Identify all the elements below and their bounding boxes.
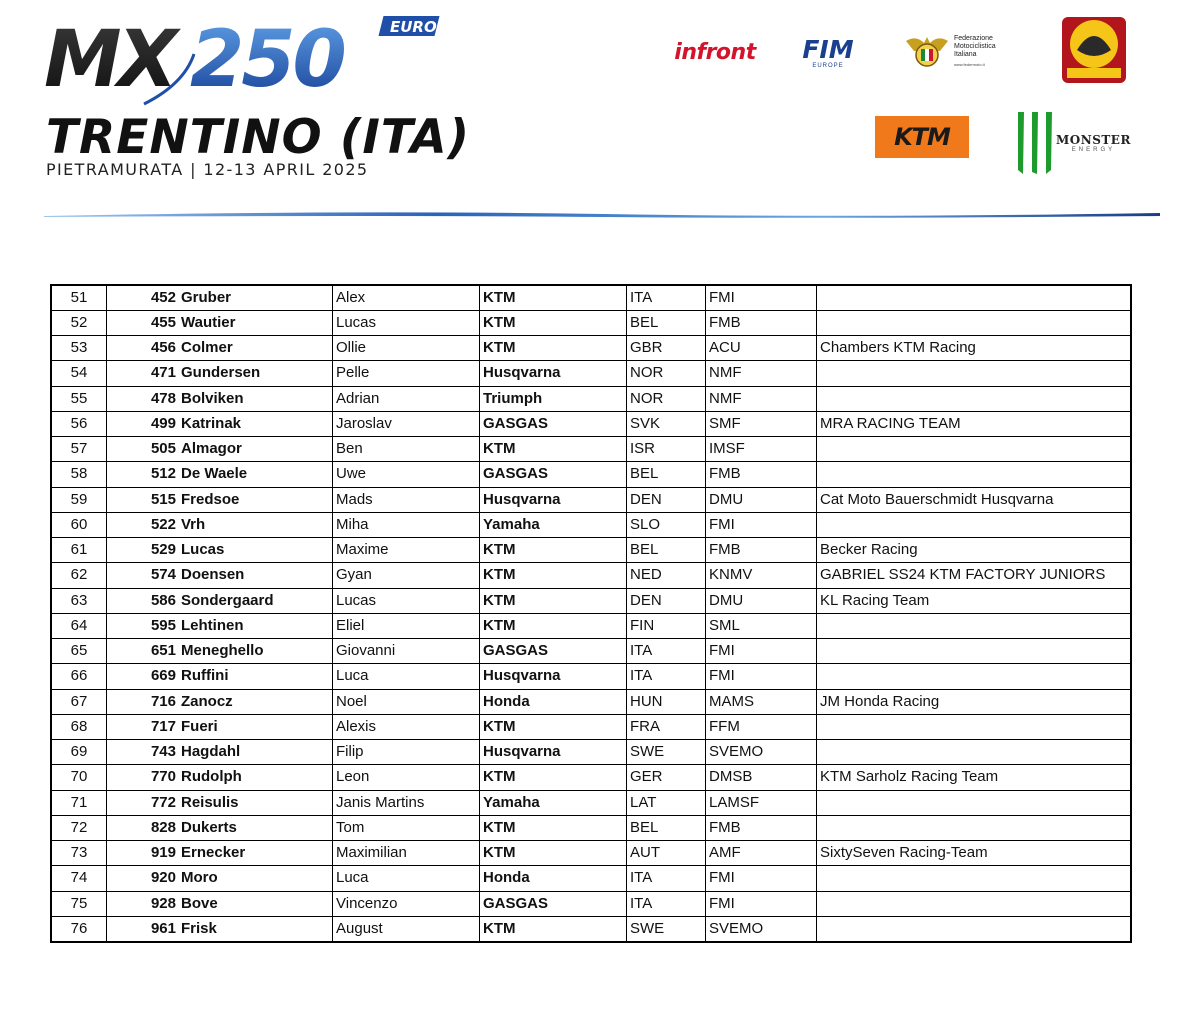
- header-divider-swoosh: [44, 204, 1160, 224]
- rider-first-name: Giovanni: [333, 639, 480, 664]
- rider-team: [817, 740, 1132, 765]
- rider-position: 75: [51, 891, 107, 916]
- rider-position: 71: [51, 790, 107, 815]
- rider-first-name: Maximilian: [333, 841, 480, 866]
- rider-bike: KTM: [480, 714, 627, 739]
- rider-bike: GASGAS: [480, 411, 627, 436]
- rider-team: [817, 361, 1132, 386]
- rider-team: JM Honda Racing: [817, 689, 1132, 714]
- infront-logo-text: infront: [674, 39, 756, 65]
- rider-nationality: BEL: [627, 538, 706, 563]
- table-row: [51, 487, 1131, 512]
- rider-number: 716: [107, 689, 180, 714]
- rider-team: KL Racing Team: [817, 588, 1132, 613]
- rider-federation: SML: [706, 613, 817, 638]
- rider-position: 68: [51, 714, 107, 739]
- rider-bike: Husqvarna: [480, 664, 627, 689]
- rider-bike: GASGAS: [480, 639, 627, 664]
- rider-federation: FMB: [706, 462, 817, 487]
- monster-claw-icon: [1014, 110, 1056, 176]
- table-row: [51, 512, 1131, 537]
- rider-federation: IMSF: [706, 437, 817, 462]
- rider-team: [817, 310, 1132, 335]
- rider-nationality: ITA: [627, 866, 706, 891]
- rider-last-name: Katrinak: [179, 411, 333, 436]
- motoclub-crest-icon: [1061, 16, 1127, 84]
- rider-position: 66: [51, 664, 107, 689]
- rider-team: [817, 664, 1132, 689]
- table-row: [51, 714, 1131, 739]
- rider-number: 452: [107, 285, 180, 310]
- rider-federation: FMI: [706, 866, 817, 891]
- ktm-logo-text: KTM: [894, 123, 950, 151]
- rider-nationality: ITA: [627, 664, 706, 689]
- rider-team: [817, 790, 1132, 815]
- rider-bike: GASGAS: [480, 462, 627, 487]
- rider-federation: FMI: [706, 639, 817, 664]
- rider-last-name: Rudolph: [179, 765, 333, 790]
- rider-number: 772: [107, 790, 180, 815]
- rider-first-name: Filip: [333, 740, 480, 765]
- rider-federation: FMB: [706, 538, 817, 563]
- rider-federation: SMF: [706, 411, 817, 436]
- rider-number: 586: [107, 588, 180, 613]
- rider-bike: KTM: [480, 563, 627, 588]
- rider-nationality: FRA: [627, 714, 706, 739]
- rider-bike: KTM: [480, 588, 627, 613]
- rider-federation: NMF: [706, 361, 817, 386]
- rider-position: 62: [51, 563, 107, 588]
- fmi-name-line-1: Federazione: [954, 35, 993, 42]
- rider-last-name: Fredsoe: [179, 487, 333, 512]
- rider-federation: DMU: [706, 487, 817, 512]
- rider-first-name: Vincenzo: [333, 891, 480, 916]
- rider-nationality: AUT: [627, 841, 706, 866]
- rider-position: 65: [51, 639, 107, 664]
- infront-logo: [676, 36, 754, 68]
- rider-bike: Husqvarna: [480, 487, 627, 512]
- rider-nationality: BEL: [627, 815, 706, 840]
- rider-team: KTM Sarholz Racing Team: [817, 765, 1132, 790]
- rider-nationality: GBR: [627, 336, 706, 361]
- table-row: [51, 336, 1131, 361]
- rider-nationality: SLO: [627, 512, 706, 537]
- rider-bike: Yamaha: [480, 790, 627, 815]
- rider-last-name: Vrh: [179, 512, 333, 537]
- rider-team: SixtySeven Racing-Team: [817, 841, 1132, 866]
- rider-team: Chambers KTM Racing: [817, 336, 1132, 361]
- rider-first-name: Ollie: [333, 336, 480, 361]
- rider-last-name: Dukerts: [179, 815, 333, 840]
- rider-federation: FMI: [706, 891, 817, 916]
- rider-number: 522: [107, 512, 180, 537]
- rider-number: 512: [107, 462, 180, 487]
- entry-list-body: [51, 285, 1131, 942]
- rider-number: 828: [107, 815, 180, 840]
- table-row: [51, 361, 1131, 386]
- rider-last-name: Meneghello: [179, 639, 333, 664]
- rider-nationality: BEL: [627, 462, 706, 487]
- rider-first-name: Miha: [333, 512, 480, 537]
- rider-last-name: Almagor: [179, 437, 333, 462]
- rider-last-name: Fueri: [179, 714, 333, 739]
- fmi-website: www.federmoto.it: [954, 62, 985, 67]
- rider-first-name: Janis Martins: [333, 790, 480, 815]
- rider-last-name: Colmer: [179, 336, 333, 361]
- rider-position: 57: [51, 437, 107, 462]
- rider-number: 455: [107, 310, 180, 335]
- rider-position: 56: [51, 411, 107, 436]
- rider-nationality: SVK: [627, 411, 706, 436]
- monster-logo-subtext: ENERGY: [1071, 147, 1116, 153]
- rider-number: 499: [107, 411, 180, 436]
- table-row: [51, 285, 1131, 310]
- entry-list-table: [50, 284, 1132, 943]
- rider-federation: DMSB: [706, 765, 817, 790]
- table-row: [51, 916, 1131, 941]
- rider-last-name: Gruber: [179, 285, 333, 310]
- table-row: [51, 639, 1131, 664]
- rider-federation: ACU: [706, 336, 817, 361]
- rider-position: 59: [51, 487, 107, 512]
- rider-number: 920: [107, 866, 180, 891]
- rider-federation: SVEMO: [706, 916, 817, 941]
- rider-position: 73: [51, 841, 107, 866]
- rider-nationality: NED: [627, 563, 706, 588]
- table-row: [51, 891, 1131, 916]
- rider-team: [817, 866, 1132, 891]
- table-row: [51, 437, 1131, 462]
- table-row: [51, 386, 1131, 411]
- table-row: [51, 462, 1131, 487]
- rider-position: 55: [51, 386, 107, 411]
- rider-bike: KTM: [480, 310, 627, 335]
- rider-nationality: DEN: [627, 588, 706, 613]
- rider-federation: FMI: [706, 512, 817, 537]
- rider-first-name: Leon: [333, 765, 480, 790]
- rider-team: [817, 285, 1132, 310]
- fim-logo-text: FIM: [802, 35, 854, 64]
- rider-position: 51: [51, 285, 107, 310]
- table-row: [51, 664, 1131, 689]
- rider-bike: Honda: [480, 689, 627, 714]
- rider-team: [817, 462, 1132, 487]
- rider-nationality: HUN: [627, 689, 706, 714]
- rider-first-name: Adrian: [333, 386, 480, 411]
- rider-last-name: Bolviken: [179, 386, 333, 411]
- rider-federation: NMF: [706, 386, 817, 411]
- rider-team: GABRIEL SS24 KTM FACTORY JUNIORS: [817, 563, 1132, 588]
- rider-federation: AMF: [706, 841, 817, 866]
- rider-nationality: LAT: [627, 790, 706, 815]
- table-row: [51, 866, 1131, 891]
- table-row: [51, 689, 1131, 714]
- event-subtitle: PIETRAMURATA | 12-13 APRIL 2025: [46, 160, 369, 179]
- rider-last-name: Lehtinen: [179, 613, 333, 638]
- rider-federation: FFM: [706, 714, 817, 739]
- rider-nationality: BEL: [627, 310, 706, 335]
- rider-position: 53: [51, 336, 107, 361]
- rider-first-name: Maxime: [333, 538, 480, 563]
- rider-number: 574: [107, 563, 180, 588]
- rider-number: 770: [107, 765, 180, 790]
- table-row: [51, 740, 1131, 765]
- rider-position: 69: [51, 740, 107, 765]
- logo-mx-text: MX: [44, 15, 174, 105]
- rider-nationality: SWE: [627, 740, 706, 765]
- rider-team: [817, 386, 1132, 411]
- event-title: TRENTINO (ITA): [46, 110, 471, 165]
- fim-logo-subtext: EUROPE: [812, 63, 844, 69]
- rider-federation: FMB: [706, 310, 817, 335]
- rider-first-name: Luca: [333, 664, 480, 689]
- rider-first-name: Noel: [333, 689, 480, 714]
- rider-federation: FMI: [706, 285, 817, 310]
- rider-bike: KTM: [480, 916, 627, 941]
- table-row: [51, 411, 1131, 436]
- fmi-name-line-2: Motociclistica: [954, 43, 996, 50]
- table-row: [51, 841, 1131, 866]
- rider-federation: SVEMO: [706, 740, 817, 765]
- rider-last-name: Zanocz: [179, 689, 333, 714]
- rider-bike: Yamaha: [480, 512, 627, 537]
- fmi-logo: [904, 28, 1008, 74]
- table-row: [51, 588, 1131, 613]
- rider-first-name: Pelle: [333, 361, 480, 386]
- rider-team: [817, 891, 1132, 916]
- rider-bike: Husqvarna: [480, 740, 627, 765]
- rider-position: 61: [51, 538, 107, 563]
- table-row: [51, 613, 1131, 638]
- rider-bike: KTM: [480, 841, 627, 866]
- rider-bike: KTM: [480, 285, 627, 310]
- rider-position: 52: [51, 310, 107, 335]
- rider-last-name: Ernecker: [179, 841, 333, 866]
- rider-number: 478: [107, 386, 180, 411]
- rider-number: 505: [107, 437, 180, 462]
- rider-bike: Triumph: [480, 386, 627, 411]
- rider-position: 72: [51, 815, 107, 840]
- rider-number: 961: [107, 916, 180, 941]
- table-row: [51, 765, 1131, 790]
- rider-team: [817, 815, 1132, 840]
- rider-federation: FMB: [706, 815, 817, 840]
- rider-position: 70: [51, 765, 107, 790]
- fmi-crest-icon: [904, 31, 950, 71]
- rider-first-name: Mads: [333, 487, 480, 512]
- rider-last-name: Lucas: [179, 538, 333, 563]
- rider-bike: KTM: [480, 815, 627, 840]
- rider-number: 529: [107, 538, 180, 563]
- rider-bike: Honda: [480, 866, 627, 891]
- rider-federation: FMI: [706, 664, 817, 689]
- rider-position: 67: [51, 689, 107, 714]
- rider-number: 595: [107, 613, 180, 638]
- rider-last-name: Reisulis: [179, 790, 333, 815]
- rider-number: 669: [107, 664, 180, 689]
- rider-team: MRA RACING TEAM: [817, 411, 1132, 436]
- rider-first-name: Alexis: [333, 714, 480, 739]
- rider-number: 651: [107, 639, 180, 664]
- rider-nationality: GER: [627, 765, 706, 790]
- rider-position: 74: [51, 866, 107, 891]
- rider-number: 717: [107, 714, 180, 739]
- rider-federation: DMU: [706, 588, 817, 613]
- rider-bike: GASGAS: [480, 891, 627, 916]
- rider-bike: KTM: [480, 765, 627, 790]
- fim-europe-logo: [796, 34, 860, 72]
- rider-last-name: Moro: [179, 866, 333, 891]
- monster-logo-text: MONSTER: [1056, 133, 1131, 147]
- logo-250-text: 250: [190, 15, 344, 105]
- rider-first-name: Ben: [333, 437, 480, 462]
- rider-position: 63: [51, 588, 107, 613]
- rider-nationality: NOR: [627, 386, 706, 411]
- rider-last-name: Sondergaard: [179, 588, 333, 613]
- rider-first-name: Lucas: [333, 588, 480, 613]
- rider-team: Becker Racing: [817, 538, 1132, 563]
- rider-last-name: Bove: [179, 891, 333, 916]
- rider-bike: KTM: [480, 336, 627, 361]
- rider-nationality: FIN: [627, 613, 706, 638]
- rider-nationality: NOR: [627, 361, 706, 386]
- rider-first-name: August: [333, 916, 480, 941]
- table-row: [51, 815, 1131, 840]
- table-row: [51, 563, 1131, 588]
- rider-last-name: De Waele: [179, 462, 333, 487]
- rider-last-name: Doensen: [179, 563, 333, 588]
- fmi-name-line-3: Italiana: [954, 51, 977, 58]
- rider-number: 515: [107, 487, 180, 512]
- rider-last-name: Wautier: [179, 310, 333, 335]
- rider-nationality: SWE: [627, 916, 706, 941]
- logo-euro-badge: EURO: [390, 18, 437, 36]
- rider-last-name: Hagdahl: [179, 740, 333, 765]
- rider-nationality: ITA: [627, 891, 706, 916]
- rider-number: 743: [107, 740, 180, 765]
- rider-last-name: Frisk: [179, 916, 333, 941]
- rider-number: 928: [107, 891, 180, 916]
- rider-number: 471: [107, 361, 180, 386]
- table-row: [51, 538, 1131, 563]
- rider-federation: LAMSF: [706, 790, 817, 815]
- rider-nationality: DEN: [627, 487, 706, 512]
- rider-bike: KTM: [480, 437, 627, 462]
- rider-federation: KNMV: [706, 563, 817, 588]
- rider-bike: Husqvarna: [480, 361, 627, 386]
- rider-last-name: Gundersen: [179, 361, 333, 386]
- table-row: [51, 790, 1131, 815]
- mx250-euro-logo: [44, 14, 444, 106]
- rider-first-name: Eliel: [333, 613, 480, 638]
- rider-first-name: Uwe: [333, 462, 480, 487]
- rider-bike: KTM: [480, 613, 627, 638]
- table-row: [51, 310, 1131, 335]
- rider-nationality: ITA: [627, 639, 706, 664]
- rider-first-name: Luca: [333, 866, 480, 891]
- rider-number: 919: [107, 841, 180, 866]
- rider-first-name: Gyan: [333, 563, 480, 588]
- rider-number: 456: [107, 336, 180, 361]
- rider-first-name: Alex: [333, 285, 480, 310]
- rider-position: 58: [51, 462, 107, 487]
- rider-first-name: Jaroslav: [333, 411, 480, 436]
- rider-first-name: Tom: [333, 815, 480, 840]
- rider-team: Cat Moto Bauerschmidt Husqvarna: [817, 487, 1132, 512]
- monster-energy-logo: [1014, 108, 1148, 178]
- rider-team: [817, 613, 1132, 638]
- rider-team: [817, 512, 1132, 537]
- rider-team: [817, 714, 1132, 739]
- rider-bike: KTM: [480, 538, 627, 563]
- rider-team: [817, 639, 1132, 664]
- rider-position: 76: [51, 916, 107, 941]
- rider-last-name: Ruffini: [179, 664, 333, 689]
- rider-first-name: Lucas: [333, 310, 480, 335]
- rider-position: 60: [51, 512, 107, 537]
- motoclub-crest-logo: [1061, 16, 1127, 84]
- rider-team: [817, 916, 1132, 941]
- ktm-logo: [875, 116, 969, 158]
- rider-nationality: ITA: [627, 285, 706, 310]
- rider-position: 54: [51, 361, 107, 386]
- rider-team: [817, 437, 1132, 462]
- rider-federation: MAMS: [706, 689, 817, 714]
- rider-position: 64: [51, 613, 107, 638]
- rider-nationality: ISR: [627, 437, 706, 462]
